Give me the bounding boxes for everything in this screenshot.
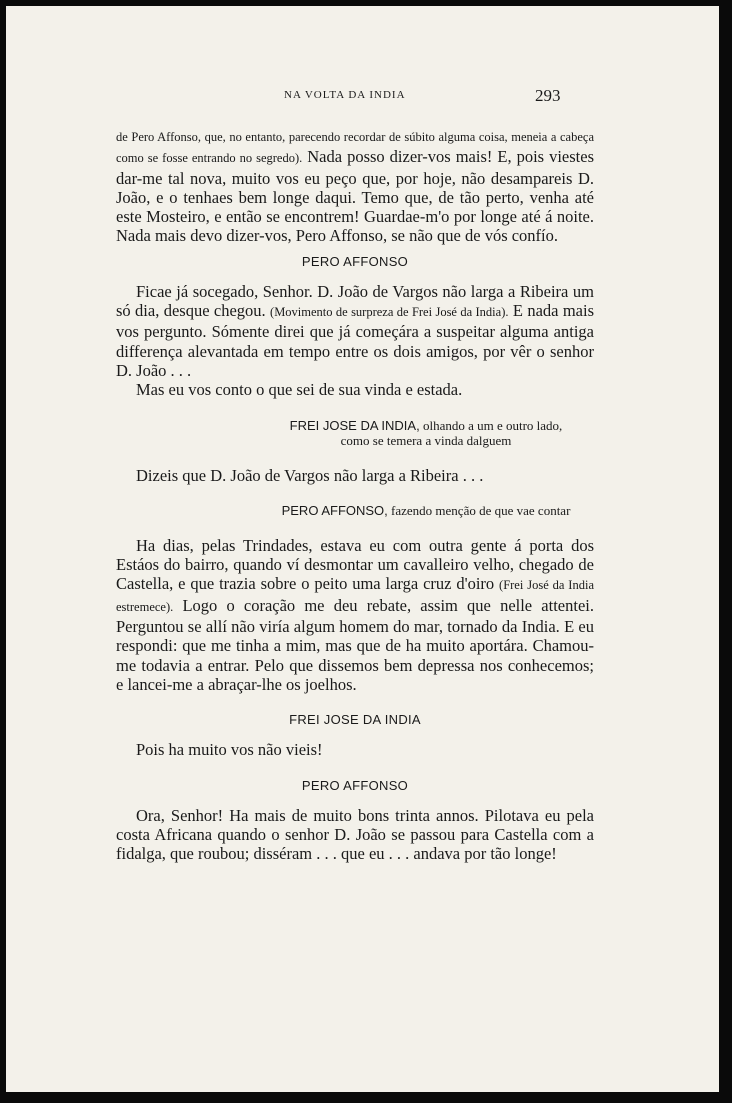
speaker-name: FREI JOSE DA INDIA, [289, 417, 420, 433]
paragraph-1 [116, 126, 594, 246]
paragraph-3: Dizeis que D. João de Vargos não larga a Ribeira . . . [136, 465, 484, 485]
speaker-name: FREI JOSE DA INDIA [289, 712, 421, 728]
paragraph-5: Pois ha muito vos não vieis! [136, 740, 323, 760]
speaker-name: PERO AFFONSO [301, 253, 409, 269]
paragraph-text: E nada mais vos pergunto. Sómente direi que já começára a suspeitar alguma antiga differença alevantada em tempo entre os dois amigos, por vêr o senhor D. João . . . [116, 301, 595, 380]
paragraph-text: Ha dias, pelas Trindades, estava eu com outra gente á porta dos Estáos do bairro, quando ví desmontar um cavalleiro velho, chegado de Castella, e que trazia sobre o peito uma larga cruz d'oiro [116, 535, 594, 594]
paragraph-2b: Mas eu vos conto o que sei de sua vinda e estada. [136, 380, 463, 400]
stage-text: olhando a um e outro lado, como se temera a vinda dalguem [340, 417, 563, 448]
stage-direction [276, 503, 576, 518]
stage-direction-inline: de Pero Affonso, que, no entanto, parecendo recordar de súbito alguma coisa, meneia a cabeça como se fosse entrando no segredo). [116, 130, 594, 166]
stage-direction-inline: (Movimento de surpreza de Frei José da India). [270, 305, 509, 320]
stage-direction [276, 418, 576, 448]
paragraph-text: Logo o coração me deu rebate, assim que nelle attentei. Perguntou se allí não viría algum homem do mar, tornado da India. E eu respondi: que me tinha a mim, mas que de ha muito aportára. Chamou-me todavia a entrar. Pelo que dissemos bem depressa nos conhecemos; e lancei-me a abraçar-lhe os joelhos. [116, 595, 594, 694]
paragraph-6: Ora, Senhor! Ha mais de muito bons trinta annos. Pilotava eu pela costa Africana quando o senhor D. João se passou para Castella com a fidalga, que roubou; disséram . . . que eu . . . andava por tão longe! [116, 805, 594, 864]
paragraph-2 [116, 282, 594, 380]
speaker-name: PERO AFFONSO [301, 777, 409, 793]
speaker-name: PERO AFFONSO, [281, 502, 388, 518]
page-body [116, 126, 594, 863]
stage-direction-inline: (Frei José da India estremece). [116, 578, 594, 614]
paragraph-text: Ficae já socegado, Senhor. D. João de Vargos não larga a Ribeira um só dia, desque chegou. [116, 281, 594, 321]
page-header [6, 86, 719, 109]
paragraph-text: Nada posso dizer-vos mais! E, pois viestes dar-me tal nova, muito vos eu peço que, por hoje, não desampareis D. João, e o tenhaes bem longe daqui. Temo que, de tão perto, venha até este Mosteiro, e então se encontrem! Guardae-m'o por longe até á noite. Nada mais devo dizer-vos, Pero Affonso, se não que de vós confío. [116, 147, 594, 246]
running-title: NA VOLTA DA INDIA [284, 89, 406, 101]
paragraph-4 [116, 536, 594, 694]
book-page [6, 6, 719, 1092]
stage-text: fazendo menção de que vae contar [387, 502, 571, 518]
page-number: 293 [535, 86, 561, 105]
